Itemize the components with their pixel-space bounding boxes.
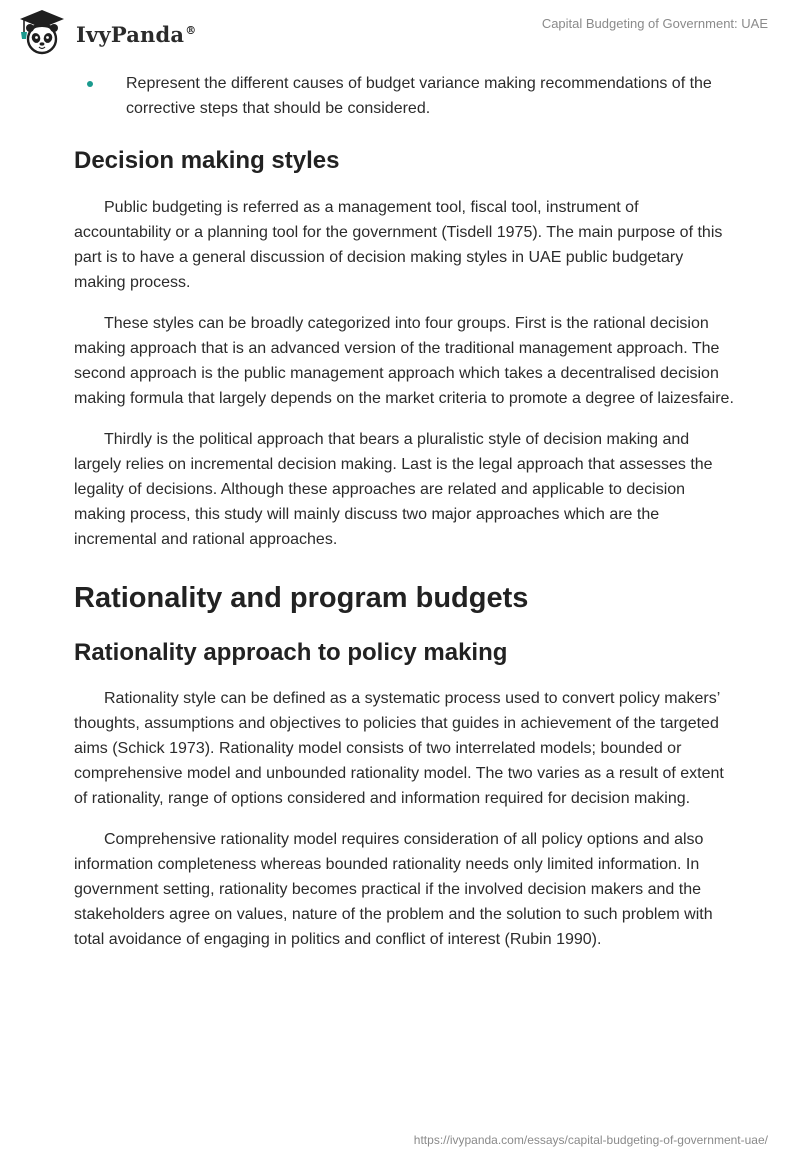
heading-decision-making-styles: Decision making styles [74,147,340,174]
document-title: Capital Budgeting of Government: UAE [541,16,768,31]
paragraph: Thirdly is the political approach that bears a pluralistic style of decision making and largely relies on incremental decision making. Last is the legal approach that assesses the legality of decisions. Although these approaches are related and applicable to decision making process, this study will mainly discuss two major approaches which are the incremental and rational approaches. [74,431,713,548]
page-header [0,0,800,60]
bullet-list [74,72,734,121]
heading-rationality-program-budgets: Rationality and program budgets [74,582,529,614]
source-url[interactable]: https://ivypanda.com/essays/capital-budgeting-of-government-uae/ [413,1133,768,1147]
bullet-dot-icon [87,81,93,87]
panda-graduation-cap-icon [16,8,68,56]
article-body [74,72,734,952]
paragraph: Rationality style can be defined as a systematic process used to convert policy makers’ thoughts, assumptions and objectives to policies that guides in achievement of the targeted aims (Schick 1973). Rationality model consists of two interrelated models; bounded or comprehensive model and unbounded rationality model. The two varies as a result of extent of rationality, range of options considered and information required for decision making. [74,690,724,807]
ivypanda-logo[interactable] [16,8,196,56]
list-item-text: Represent the different causes of budget variance making recommendations of the corrective steps that should be considered. [126,75,712,117]
brand-text: IvyPanda [76,21,185,47]
paragraph: These styles can be broadly categorized into four groups. First is the rational decision making approach that is an advanced version of the traditional management approach. The second approach is the public management approach which takes a decentralised decision making formula that largely depends on the market criteria to promote a degree of laizesfaire. [74,315,734,407]
brand-name [76,22,196,47]
registered-mark: ® [185,23,197,37]
paragraph: Public budgeting is referred as a management tool, fiscal tool, instrument of accountability or a planning tool for the government (Tisdell 1975). The main purpose of this part is to have a general discussion of decision making styles in UAE public budgetary making process. [74,199,723,291]
list-item [74,72,734,121]
heading-rationality-approach: Rationality approach to policy making [74,639,508,666]
paragraph: Comprehensive rationality model requires consideration of all policy options and also information completeness whereas bounded rationality needs only limited information. In government setting, rationality becomes practical if the involved decision makers and the stakeholders agree on values, nature of the problem and the solution to such problem with total avoidance of engaging in politics and conflict of interest (Rubin 1990). [74,831,713,948]
